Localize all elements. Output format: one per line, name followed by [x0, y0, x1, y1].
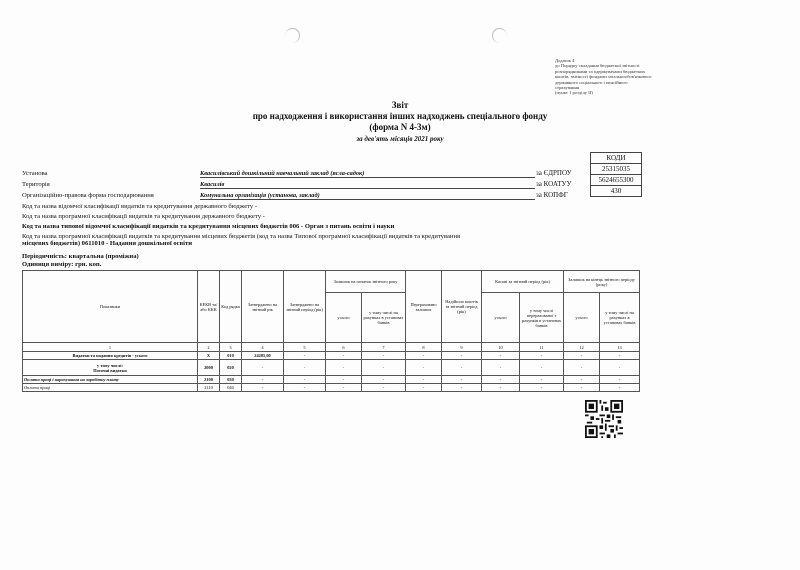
col-start-total: усього — [326, 293, 362, 343]
col-plan-period: Затверджено на звітний період (рік) — [284, 271, 326, 343]
report-form: (форма N 4-3м) — [369, 122, 431, 132]
col-end-dep: у тому числі на рахунках в установах банків — [600, 293, 640, 343]
col-kekv: КЕКВ та/або ККК — [198, 271, 220, 343]
scan-mark — [285, 28, 300, 43]
column-numbers: 1 2 3 4 5 6 7 8 9 10 11 12 13 — [23, 343, 640, 352]
col-name: Показники — [23, 271, 198, 343]
territory-label: Територія — [22, 181, 50, 188]
line-local-prog-value: місцевих бюджетів) 0611010 - Надання дошкільної освіти — [22, 240, 192, 247]
report-table — [22, 270, 640, 392]
legal-form-value: Комунальна організація (установа, заклад) — [200, 192, 535, 200]
line-local-prog: Код та назва програмної класифікації видатків та кредитування місцевих бюджетів (код та назва Типової програмної класифікації видатків та кредитування — [22, 233, 461, 240]
legal-form-label: Організаційно-правова форма господарювання — [22, 192, 154, 199]
unit: Одиниця виміру: грн. коп. — [22, 261, 102, 268]
institution-value: Квасилівський дошкільний навчальний заклад (ясла-садок) — [200, 170, 535, 178]
periodicity: Періодичність: квартальна (проміжна) — [22, 253, 139, 260]
kopfg-label: за КОПФГ — [536, 191, 568, 199]
table-row: Видатки та надання кредитів - усього X 010 24205,00 - - - - - - - - - — [23, 352, 640, 360]
institution-label: Установа — [22, 170, 48, 177]
col-end: Залишок на кінець звітного періоду (року) — [564, 271, 640, 293]
col-spent-dep: у тому числі перерахованої з рахунків в установах банків — [520, 293, 564, 343]
koatuu-label: за КОАТУУ — [536, 180, 572, 188]
col-transfer: Перераховано залишок — [406, 271, 442, 343]
report-title: Звіт — [391, 100, 409, 110]
line-dept-class: Код та назва відомчої класифікації видатків та кредитування державного бюджету - — [22, 203, 258, 210]
report-subtitle: про надходження і використання інших надходжень спеціального фонду — [252, 111, 548, 121]
codes-box — [590, 153, 642, 197]
report-period: за дев'ять місяців 2021 року — [356, 135, 444, 143]
code-kopfg: 430 — [590, 185, 642, 197]
col-spent-total: усього — [482, 293, 520, 343]
table-row: Оплата праці 2110 040 - - - - - - - - - - — [23, 384, 640, 392]
code-edrpou: 25315035 — [590, 163, 642, 175]
col-end-total: усього — [564, 293, 600, 343]
col-start-dep: у тому числі на рахунках в установах банків — [362, 293, 406, 343]
col-start: Залишок на початок звітного року — [326, 271, 406, 293]
col-plan-year: Затверджено на звітний рік — [242, 271, 284, 343]
appendix-note: Додаток 4 до Порядку складання бюджетної звітності розпорядниками та одержувачами бюджетних коштів, звітності фондами загальнообов'язкового державного соціального і пенсійного страхування (пункт 1 розділу II) — [555, 58, 652, 96]
line-prog-class: Код та назва програмної класифікації видатків та кредитування державного бюджету - — [22, 213, 265, 220]
territory-value: Квасилів — [200, 181, 535, 189]
table-row: Оплата праці і нарахування на заробітну плату 2100 030 - - - - - - - - - - — [23, 376, 640, 384]
codes-header: КОДИ — [590, 152, 642, 164]
col-received: Надійшло коштів за звітний період (рік) — [442, 271, 482, 343]
col-spent: Касові за звітний період (рік) — [482, 271, 564, 293]
scan-mark — [492, 28, 507, 43]
edrpou-label: за ЄДРПОУ — [536, 169, 572, 177]
line-typical-class: Код та назва типової відомчої класифікації видатків та кредитування місцевих бюджетів 006 - Орган з питань освіти і науки — [22, 223, 395, 230]
qr-code — [585, 400, 623, 438]
table-row: у тому числі: Поточні видатки 2000 020 - - - - - - - - - - — [23, 360, 640, 376]
code-koatuu: 5624655300 — [590, 174, 642, 186]
col-code: Код рядка — [220, 271, 242, 343]
